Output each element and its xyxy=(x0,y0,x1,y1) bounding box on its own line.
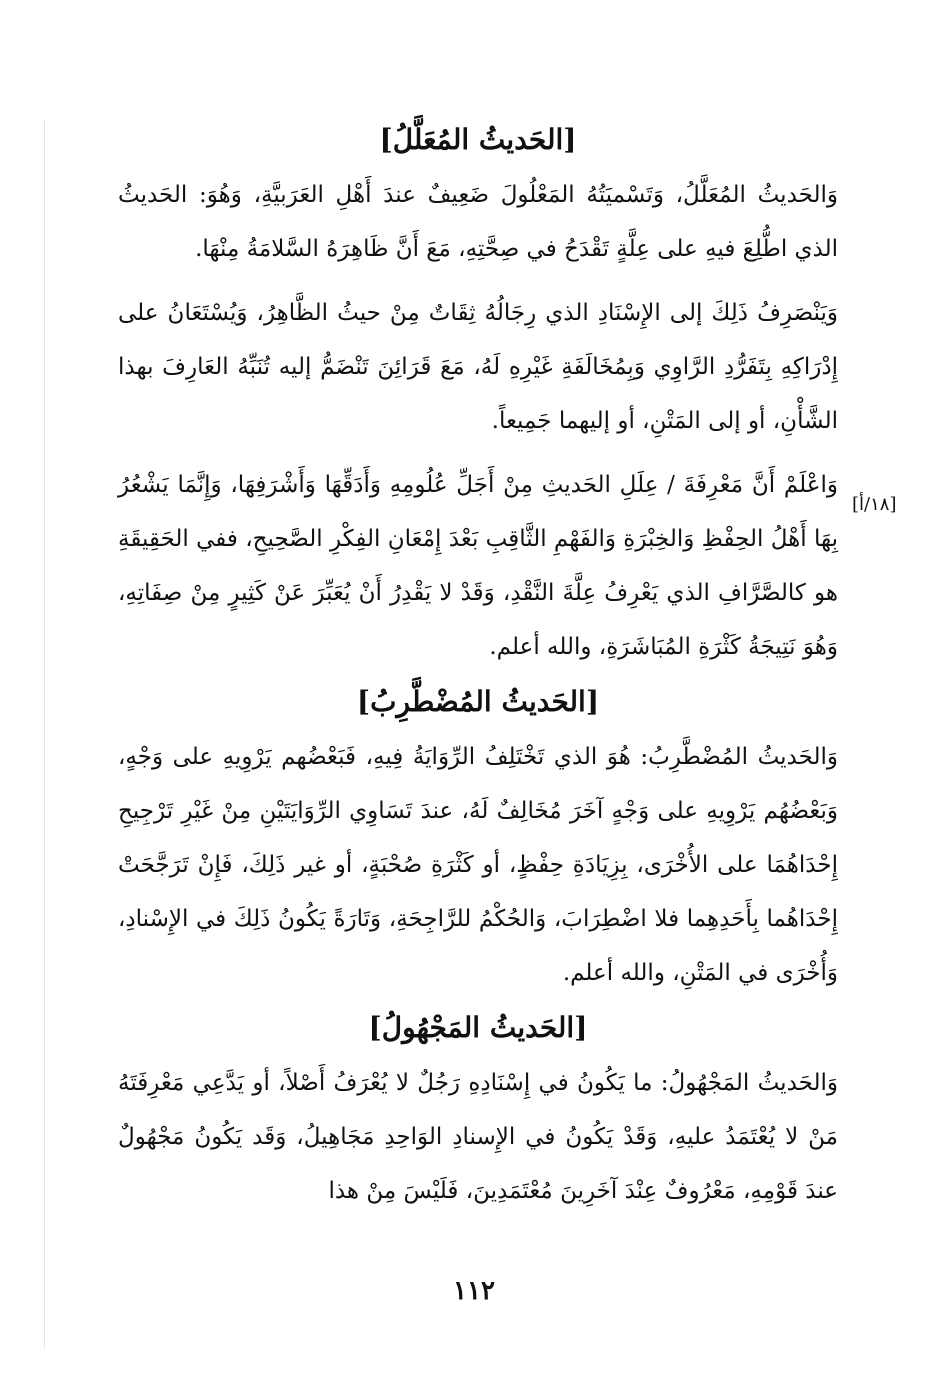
paragraph: وَيَنْصَرِفُ ذَلِكَ إلى الإِسْنَادِ الذي رِجَالُهُ ثِقَاتٌ مِنْ حيثُ الظَّاهِرُ، وَيُسْتَعَانُ على إِدْرَاكِهِ بِتَفَرُّدِ الرَّاوِي وَبِمُخَالَفَةِ غَيْرِهِ لَهُ، مَعَ قَرَائِنَ تَنْضَمُّ إليه تُنَبِّهُ العَارِفَ بهذا الشَّأْنِ، أو إلى المَتْنِ، أو إليهما جَمِيعاً. xyxy=(118,300,838,434)
section-heading-mudtarib: [الحَديثُ المُضْطَّرِبُ] xyxy=(356,685,600,718)
paragraph: وَالحَديثُ المُضْطَّرِبُ: هُوَ الذي تَخْتَلِفُ الرِّوَايَةُ فِيهِ، فَبَعْضُهم يَرْوِيهِ على وَجْهٍ، وَبَعْضُهُم يَرْوِيهِ على وَجْهٍ آخَرَ مُخَالِفٌ لَهُ، عندَ تَسَاوِي الرِّوَايَتَيْنِ مِنْ غَيْرِ تَرْجِيحِ إِحْدَاهُمَا على الأُخْرَى، بِزِيَادَةِ حِفْظٍ، أو كَثْرَةِ صُحْبَةٍ، أو غير ذَلِكَ، فَإِنْ تَرَجَّحَتْ إِحْدَاهُما بِأَحَدِهِما فلا اضْطِرَابَ، وَالحُكْمُ للرَّاجِحَةِ، وَتَارَةً يَكُونُ ذَلِكَ في الإِسْنادِ، وَأُخْرَى في المَتْنِ، والله أعلم. xyxy=(118,744,838,986)
section-heading-muallal: [الحَديثُ المُعَلَّلُ] xyxy=(379,123,577,156)
main-text-block xyxy=(118,112,838,1218)
scan-edge-line xyxy=(44,120,45,1350)
paragraph: وَالحَديثُ المُعَلَّلُ، وَتَسْميَتُهُ المَعْلُولَ ضَعِيفٌ عندَ أَهْلِ العَرَبيَّةِ، وَهُوَ: الحَديثُ الذي اطُّلِعَ فيهِ على عِلَّةٍ تَقْدَحُ في صِحَّتِهِ، مَعَ أَنَّ ظَاهِرَهُ السَّلامَةُ مِنْهَا. xyxy=(118,182,838,262)
paragraph: وَالحَديثُ المَجْهُولُ: ما يَكُونُ في إِسْنَادِهِ رَجُلٌ لا يُعْرَفُ أَصْلاً، أو يَدَّعِي مَعْرِفَتَهُ مَنْ لا يُعْتَمَدُ عليهِ، وَقَدْ يَكُونُ في الإِسنادِ الوَاحِدِ مَجَاهِيلُ، وَقَد يَكُونُ مَجْهُولٌ عندَ قَوْمِهِ، مَعْرُوفٌ عِنْدَ آخَرِينَ مُعْتَمَدِينَ، فَلَيْسَ مِنْ هذا xyxy=(118,1070,838,1204)
page-number: ١١٢ xyxy=(453,1276,495,1306)
section-heading-majhul: [الحَديثُ المَجْهُولُ] xyxy=(368,1011,588,1044)
margin-folio-reference: [١٨/أ] xyxy=(852,494,897,515)
paragraph: وَاعْلَمْ أَنَّ مَعْرِفَةَ / عِلَلِ الحَديثِ مِنْ أَجَلِّ عُلُومِهِ وَأَدَقِّهَا وَأَشْرَفِهَا، وَإِنَّمَا يَشْعُرُ بِهَا أَهْلُ الحِفْظِ وَالخِبْرَةِ وَالفَهْمِ الثَّاقِبِ بَعْدَ إِمْعَانِ الفِكْرِ الصَّحِيحِ، ففي الحَقِيقَةِ هو كالصَّرَّافِ الذي يَعْرِفُ عِلَّةَ النَّقْدِ، وَقَدْ لا يَقْدِرُ أَنْ يُعَبِّرَ عَنْ كَثِيرٍ مِنْ صِفَاتِهِ، وَهُوَ نَتِيجَةُ كَثْرَةِ المُبَاشَرَةِ، والله أعلم. xyxy=(118,472,838,660)
